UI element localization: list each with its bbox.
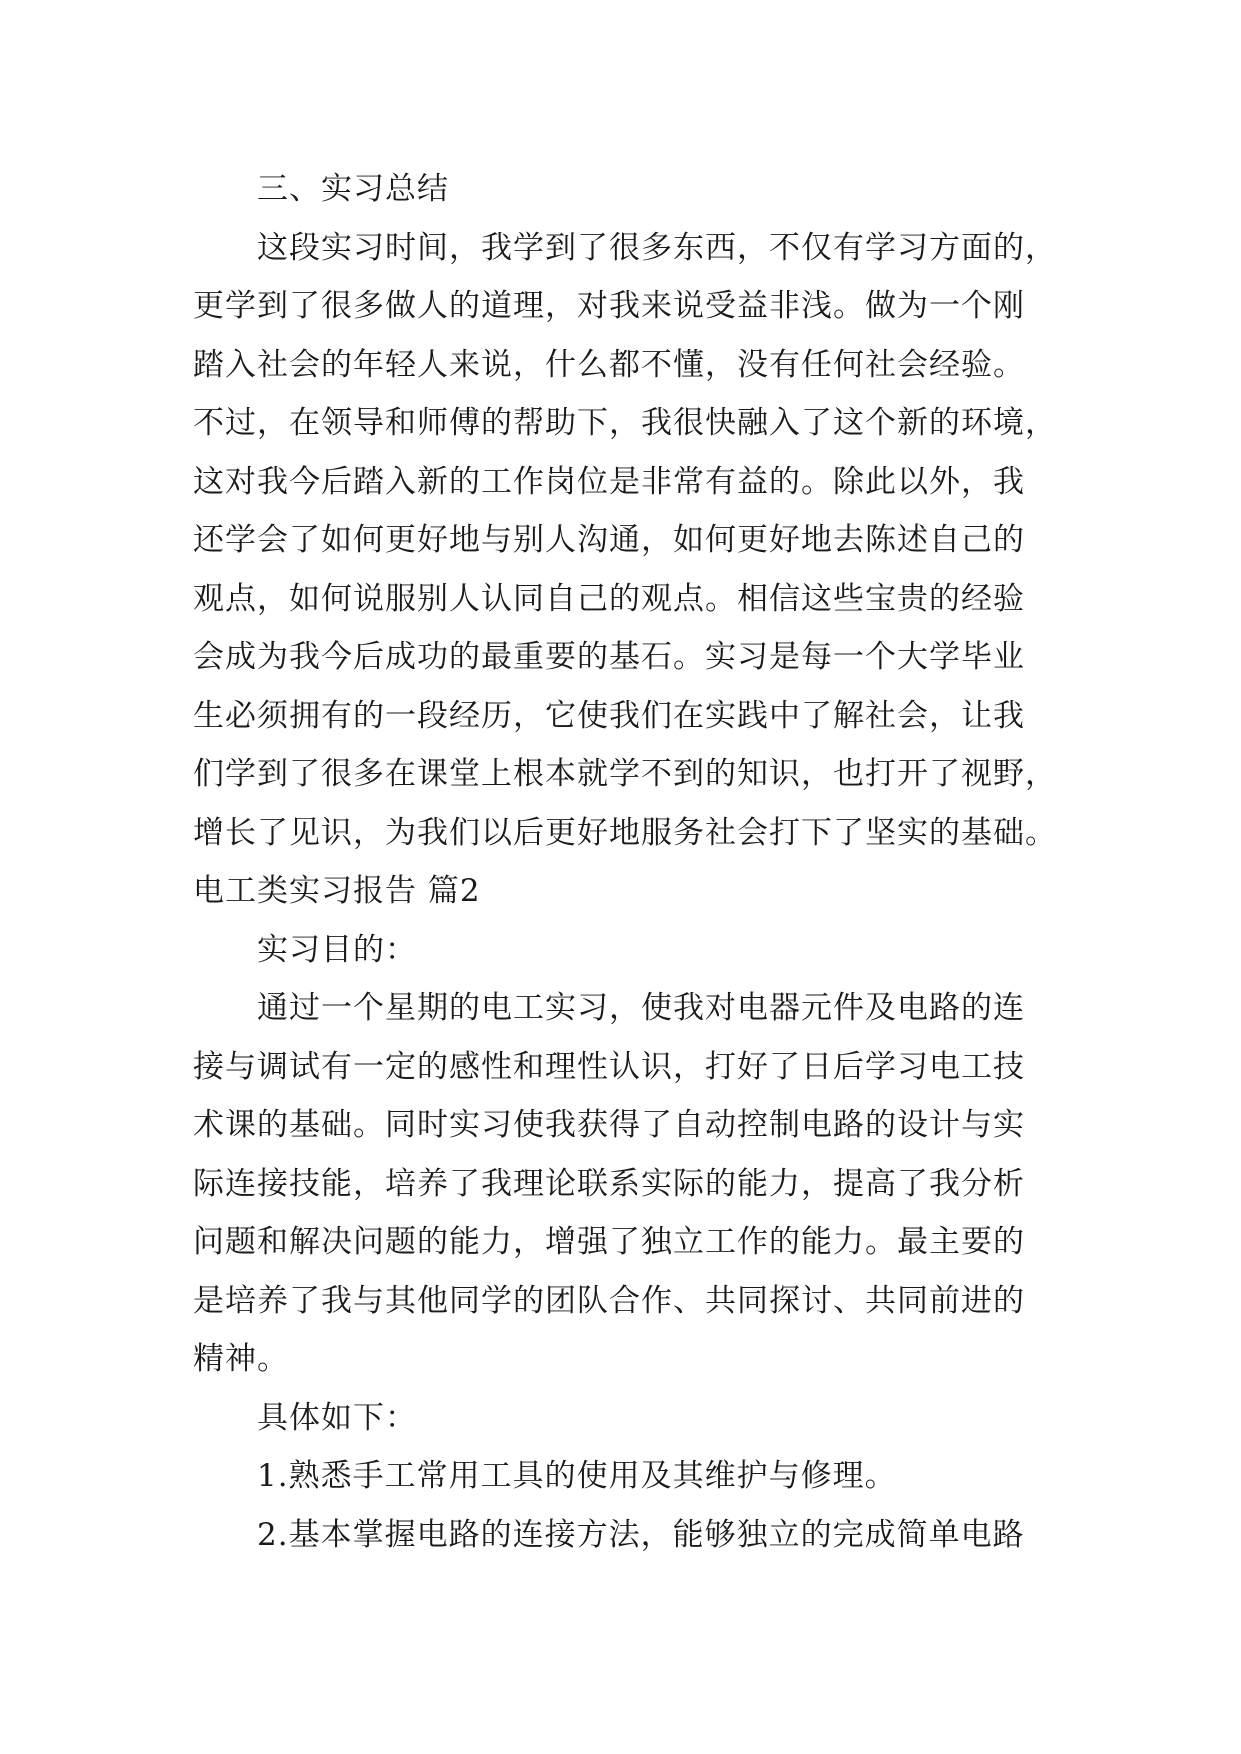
- paragraph-line: 生必须拥有的一段经历，它使我们在实践中了解社会，让我: [193, 697, 1025, 734]
- paragraph-line: 会成为我今后成功的最重要的基石。实习是每一个大学毕业: [193, 639, 1025, 675]
- paragraph-line: 接与调试有一定的感性和理性认识，打好了日后学习电工技: [193, 1048, 1025, 1085]
- paragraph-line: 还学会了如何更好地与别人沟通，如何更好地去陈述自己的: [193, 522, 1025, 558]
- paragraph-line: 们学到了很多在课堂上根本就学不到的知识，也打开了视野，: [193, 756, 1057, 792]
- section-heading: 三、实习总结: [257, 171, 449, 207]
- paragraph-line: 问题和解决问题的能力，增强了独立工作的能力。最主要的: [193, 1224, 1025, 1260]
- paragraph-line: 增长了见识，为我们以后更好地服务社会打下了坚实的基础。: [193, 814, 1057, 851]
- paragraph-line: 踏入社会的年轻人来说，什么都不懂，没有任何社会经验。: [193, 346, 1025, 383]
- paragraph-line: 观点，如何说服别人认同自己的观点。相信这些宝贵的经验: [193, 580, 1025, 617]
- paragraph-line: 这对我今后踏入新的工作岗位是非常有益的。除此以外，我: [193, 463, 1025, 500]
- paragraph-line: 术课的基础。同时实习使我获得了自动控制电路的设计与实: [193, 1107, 1025, 1143]
- paragraph-line: 精神。: [193, 1341, 289, 1377]
- subsection-heading: 实习目的：: [257, 931, 417, 968]
- list-item: 2.基本掌握电路的连接方法，能够独立的完成简单电路: [257, 1516, 1025, 1553]
- list-item: 1.熟悉手工常用工具的使用及其维护与修理。: [257, 1458, 897, 1494]
- report-title: 电工类实习报告 篇2: [193, 873, 481, 909]
- paragraph-line: 不过，在领导和师傅的帮助下，我很快融入了这个新的环境，: [193, 405, 1057, 441]
- paragraph-line: 更学到了很多做人的道理，对我来说受益非浅。做为一个刚: [193, 288, 1025, 324]
- paragraph-line: 这段实习时间，我学到了很多东西，不仅有学习方面的，: [257, 229, 1057, 266]
- paragraph-line: 通过一个星期的电工实习，使我对电器元件及电路的连: [257, 990, 1025, 1026]
- paragraph-line: 是培养了我与其他同学的团队合作、共同探讨、共同前进的: [193, 1282, 1025, 1319]
- document-body: [193, 160, 1057, 1564]
- paragraph-line: 际连接技能，培养了我理论联系实际的能力，提高了我分析: [193, 1165, 1025, 1202]
- subsection-heading: 具体如下：: [257, 1399, 417, 1436]
